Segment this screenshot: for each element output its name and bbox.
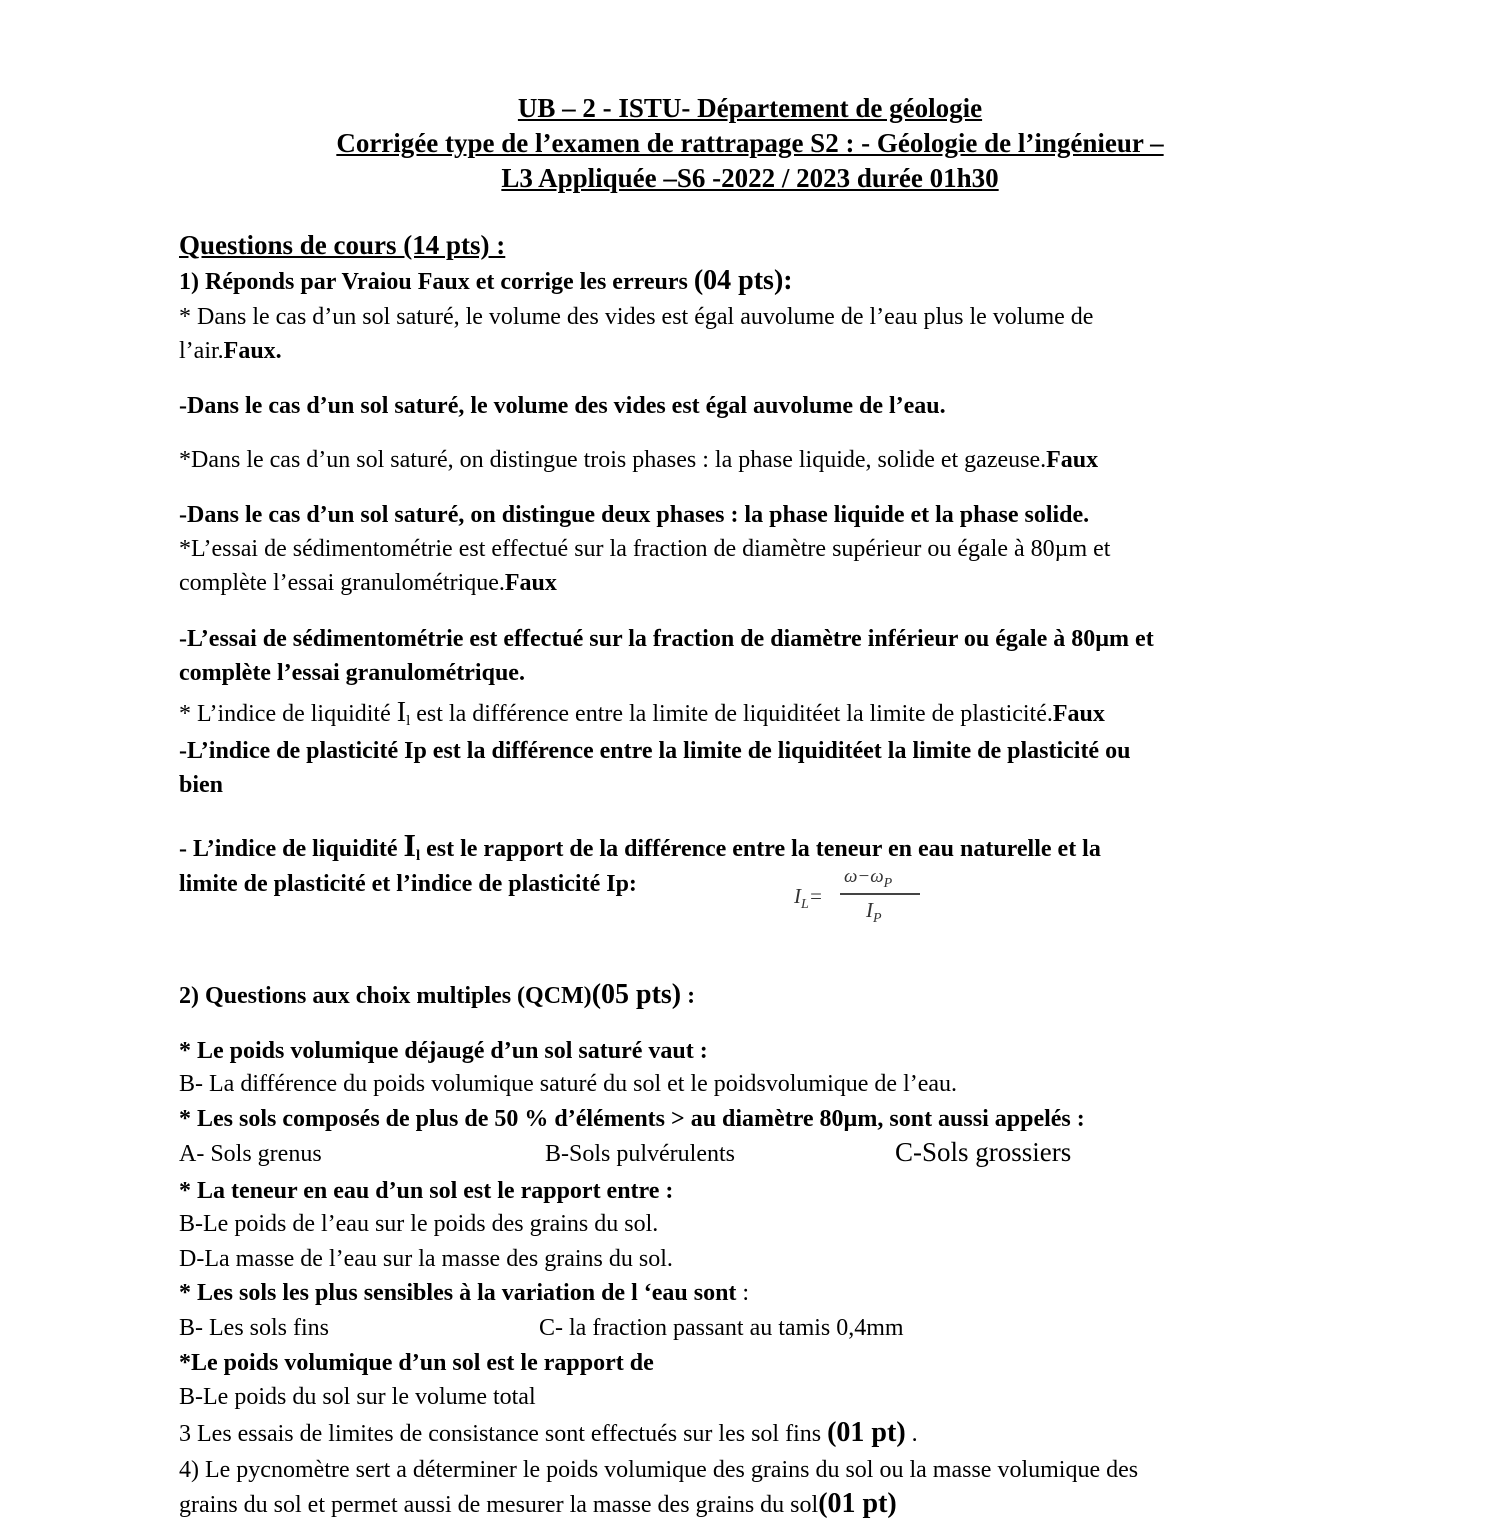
q1-statement-2-text: *Dans le cas d’un sol saturé, on distingue trois phases : la phase liquide, solide et gazeuse. <box>179 447 1047 473</box>
qcm-question-4-text: * Les sols les plus sensibles à la variation de l ‘eau sont <box>179 1280 737 1306</box>
q1-correction-4-cont: bien <box>179 772 224 798</box>
q1-correction-3-cont: complète l’essai granulométrique. <box>179 660 525 686</box>
qcm-answer: D-La masse de l’eau sur la masse des grains du sol. <box>179 1246 673 1272</box>
qcm-answer: B-Sols pulvérulents <box>545 1141 735 1167</box>
header-line-3: L3 Appliquée –S6 -2022 / 2023 durée 01h30 <box>501 163 999 193</box>
q4-statement-cont <box>179 1489 897 1520</box>
q2-points: (05 pts) <box>591 979 682 1010</box>
qcm-answer: B- Les sols fins <box>179 1315 329 1341</box>
q1-correction-3: -L’essai de sédimentométrie est effectué sur la fraction de diamètre inférieur ou égale à 80µm et <box>179 626 1154 652</box>
q1-correction-5-cont: limite de plasticité et l’indice de plasticité Ip: <box>179 871 637 897</box>
q3-points: (01 pt) <box>827 1417 906 1448</box>
q1-points: (04 pts): <box>693 265 793 296</box>
section-title: Questions de cours (14 pts) : <box>179 230 506 260</box>
q1-statement-1: * Dans le cas d’un sol saturé, le volume des vides est égal auvolume de l’eau plus le volume de <box>179 304 1094 330</box>
q4-text: grains du sol et permet aussi de mesurer la masse des grains du sol <box>179 1492 819 1518</box>
q1-correction-5-b: est le rapport de la différence entre la teneur en eau naturelle et la <box>420 836 1101 862</box>
q1-statement-4-a: * L’indice de liquidité <box>179 701 397 727</box>
qcm-question-2: * Les sols composés de plus de 50 % d’éléments > au diamètre 80µm, sont aussi appelés : <box>179 1106 1085 1132</box>
formula-denominator: $I_P$ <box>866 898 882 927</box>
symbol-il-sub: l <box>406 713 411 729</box>
q2-heading-text: 2) Questions aux choix multiples (QCM) <box>179 983 592 1009</box>
formula-numerator: $\omega-\omega_P$ <box>844 866 893 891</box>
q1-correction-1: -Dans le cas d’un sol saturé, le volume des vides est égal auvolume de l’eau. <box>179 393 946 419</box>
q1-statement-1-cont <box>179 336 282 366</box>
qcm-answer: B-Le poids de l’eau sur le poids des grains du sol. <box>179 1211 659 1237</box>
q1-statement-4-b: est la différence entre la limite de liquiditéet la limite de plasticité. <box>410 701 1053 727</box>
q2-heading <box>179 980 695 1011</box>
q2-heading-end: : <box>681 983 696 1009</box>
fraction-bar <box>840 893 920 895</box>
qcm-answer: A- Sols grenus <box>179 1141 322 1167</box>
q1-correction-4: -L’indice de plasticité Ip est la différence entre la limite de liquiditéet la limite de plasticité ou <box>179 738 1131 764</box>
verdict-faux: Faux <box>1052 701 1105 727</box>
q4-statement: 4) Le pycnomètre sert a déterminer le poids volumique des grains du sol ou la masse volumique des <box>179 1457 1139 1483</box>
symbol-il: I <box>396 697 407 728</box>
q1-statement-3-cont <box>179 568 557 598</box>
liquidity-index-formula <box>790 866 930 930</box>
qcm-answer: B- La différence du poids volumique saturé du sol et le poidsvolumique de l’eau. <box>179 1071 958 1097</box>
symbol-il: I <box>403 827 416 863</box>
q1-statement-1-end: l’air. <box>179 338 224 364</box>
formula-lhs: $I_L=$ <box>794 884 823 913</box>
qcm-question-3: * La teneur en eau d’un sol est le rapport entre : <box>179 1178 674 1204</box>
q1-correction-5-a: - L’indice de liquidité <box>179 836 404 862</box>
q1-correction-5 <box>179 827 1101 871</box>
qcm-question-4-tail: : <box>736 1280 750 1306</box>
q1-correction-2: -Dans le cas d’un sol saturé, on distingue deux phases : la phase liquide et la phase solide. <box>179 502 1090 528</box>
qcm-question-5: *Le poids volumique d’un sol est le rapport de <box>179 1350 654 1376</box>
q1-statement-3: *L’essai de sédimentométrie est effectué sur la fraction de diamètre supérieur ou égale à 80µm et <box>179 536 1111 562</box>
verdict-faux: Faux <box>504 570 557 596</box>
q3-end: . <box>905 1421 918 1447</box>
qcm-question-4 <box>179 1278 749 1308</box>
verdict-faux: Faux <box>1046 447 1099 473</box>
verdict-faux: Faux. <box>223 338 282 364</box>
q4-points: (01 pt) <box>818 1488 897 1519</box>
header-line-1: UB – 2 - ISTU- Département de géologie <box>517 93 983 123</box>
qcm-question-1: * Le poids volumique déjaugé d’un sol saturé vaut : <box>179 1038 708 1064</box>
q1-statement-3-end: complète l’essai granulométrique. <box>179 570 505 596</box>
header-line-2: Corrigée type de l’examen de rattrapage S2 : - Géologie de l’ingénieur – <box>336 128 1164 158</box>
q3-text: 3 Les essais de limites de consistance sont effectués sur les sol fins <box>179 1421 828 1447</box>
q1-heading-text: 1) Réponds par Vraiou Faux et corrige les erreurs <box>179 269 694 295</box>
qcm-answer: C- la fraction passant au tamis 0,4mm <box>539 1315 904 1341</box>
q3-statement <box>179 1418 918 1449</box>
q1-statement-2 <box>179 445 1098 475</box>
q1-heading <box>179 266 793 297</box>
qcm-answer: B-Le poids du sol sur le volume total <box>179 1384 536 1410</box>
qcm-answer: C-Sols grossiers <box>895 1137 1072 1167</box>
q1-statement-4 <box>179 698 1105 736</box>
symbol-il-sub: l <box>415 848 421 864</box>
